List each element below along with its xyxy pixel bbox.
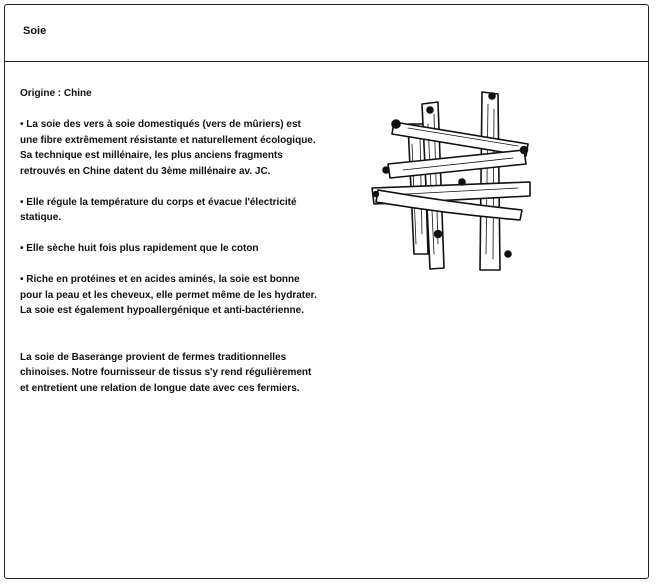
bullet-proteins: • Riche en protéines et en acides aminés, la soie est bonne pour la peau et les cheveux, elle permet même de les hydrater. La soie est également hypoallergénique et anti-bactérienne.	[20, 274, 317, 316]
description-text	[20, 86, 320, 412]
sourcing-paragraph: La soie de Baserange provient de fermes traditionnelles chinoises. Notre fournisseur de tissus s'y rend régulièrement et entretient une relation de longue date avec ces fermiers.	[20, 351, 312, 394]
origin-line: Origine : Chine	[20, 88, 92, 99]
page-title: Soie	[23, 25, 47, 37]
bullet-fiber: • La soie des vers à soie domestiqués (vers de mûriers) est une fibre extrêmement résistante et naturellement écologique. Sa technique est millénaire, les plus anciens fragments retrouvés en Chine datent du 3ème millénaire av. JC.	[20, 119, 316, 177]
bullet-drying: • Elle sèche huit fois plus rapidement que le coton	[20, 243, 259, 254]
panel-header	[5, 5, 648, 62]
woven-sticks-illustration	[358, 84, 538, 279]
bullet-temperature: • Elle régule la température du corps et évacue l'électricité statique.	[20, 196, 297, 223]
